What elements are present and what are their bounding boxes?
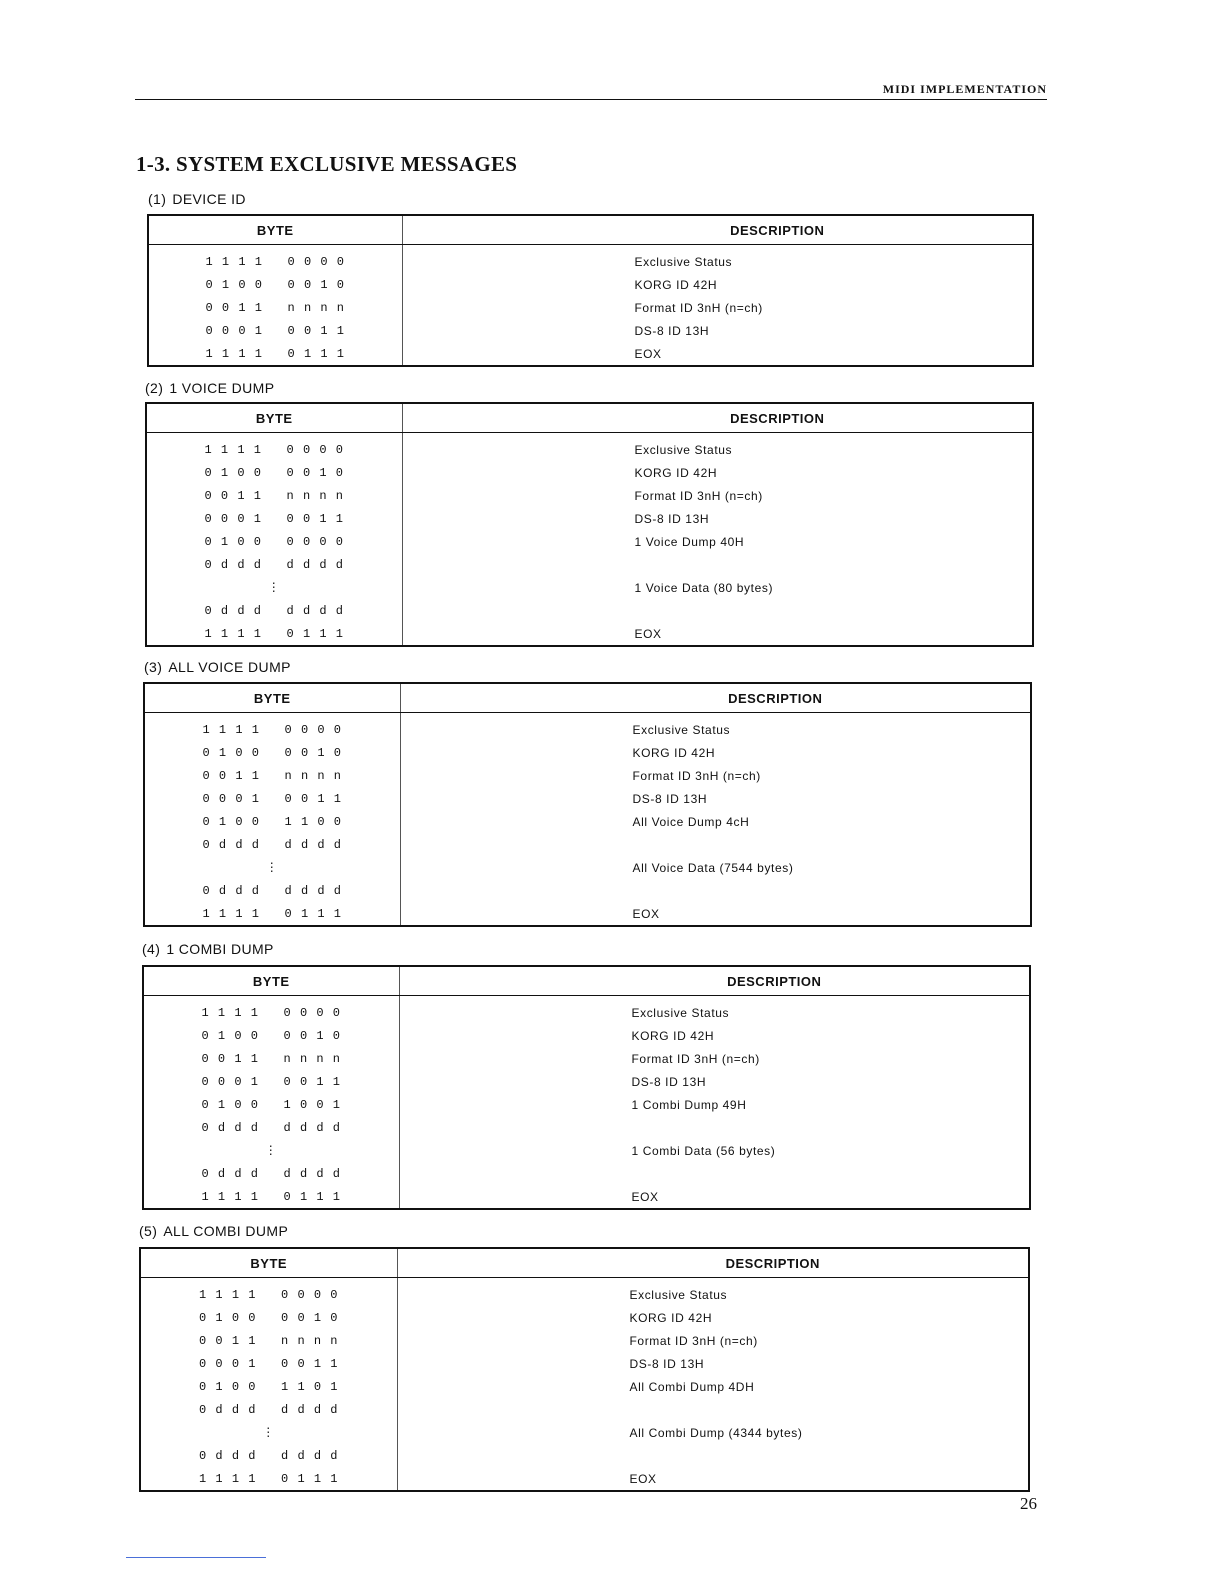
header-rule xyxy=(135,99,1047,100)
byte-cell: 0 d d d d d d d xyxy=(140,1444,397,1467)
description-cell: All Voice Dump 4cH xyxy=(632,814,750,829)
description-cell: Exclusive Status xyxy=(634,442,733,457)
description-column-header: DESCRIPTION xyxy=(399,966,1030,996)
byte-cell: 0 1 0 0 0 0 1 0 xyxy=(140,1306,397,1329)
table-row xyxy=(140,1375,1029,1398)
description-cell xyxy=(399,1162,1030,1185)
table-row xyxy=(146,576,1033,599)
byte-cell: 0 1 0 0 0 0 0 0 xyxy=(146,530,402,553)
table-row xyxy=(146,599,1033,622)
table-row xyxy=(144,713,1031,742)
byte-column-header: BYTE xyxy=(143,966,399,996)
byte-cell: 0 0 1 1 n n n n xyxy=(140,1329,397,1352)
description-cell: Format ID 3nH (n=ch) xyxy=(632,768,761,783)
block-number: (2) xyxy=(145,380,164,396)
description-cell xyxy=(402,553,1033,576)
block-number: (3) xyxy=(144,659,163,675)
description-cell: KORG ID 42H xyxy=(631,1028,715,1043)
byte-cell: 0 1 0 0 1 0 0 1 xyxy=(143,1093,399,1116)
description-cell xyxy=(400,833,1031,856)
description-cell: Exclusive Status xyxy=(634,254,733,269)
block-title xyxy=(144,659,291,675)
table-row xyxy=(144,833,1031,856)
byte-cell: 0 0 1 1 n n n n xyxy=(148,296,402,319)
description-cell: EOX xyxy=(634,626,662,641)
table-row xyxy=(140,1278,1029,1307)
description-cell xyxy=(400,879,1031,902)
description-cell: EOX xyxy=(632,906,660,921)
description-cell: 1 Voice Dump 40H xyxy=(634,534,745,549)
byte-cell: 0 1 0 0 0 0 1 0 xyxy=(144,741,400,764)
byte-cell: 0 1 0 0 0 0 1 0 xyxy=(148,273,402,296)
byte-cell: 0 1 0 0 1 1 0 1 xyxy=(140,1375,397,1398)
table-row xyxy=(143,1185,1030,1209)
block-number: (5) xyxy=(139,1223,158,1239)
description-cell: KORG ID 42H xyxy=(629,1310,713,1325)
byte-column-header: BYTE xyxy=(148,215,402,245)
description-cell: DS-8 ID 13H xyxy=(634,511,710,526)
message-table xyxy=(143,682,1032,927)
table-row xyxy=(140,1329,1029,1352)
table-row xyxy=(146,553,1033,576)
description-cell: EOX xyxy=(634,346,662,361)
table-row xyxy=(144,879,1031,902)
byte-cell: 0 d d d d d d d xyxy=(146,599,402,622)
description-cell: DS-8 ID 13H xyxy=(632,791,708,806)
block-title xyxy=(142,941,274,957)
description-cell: DS-8 ID 13H xyxy=(629,1356,705,1371)
table-row xyxy=(143,1024,1030,1047)
message-table xyxy=(147,214,1034,367)
description-cell: Format ID 3nH (n=ch) xyxy=(634,488,763,503)
message-table xyxy=(145,402,1034,647)
byte-column-header: BYTE xyxy=(146,403,402,433)
description-cell xyxy=(399,1116,1030,1139)
byte-cell: 1 1 1 1 0 1 1 1 xyxy=(144,902,400,926)
table-row xyxy=(143,1070,1030,1093)
table-row xyxy=(140,1467,1029,1491)
table-row xyxy=(144,764,1031,787)
block-heading: DEVICE ID xyxy=(172,191,246,207)
description-cell: Format ID 3nH (n=ch) xyxy=(629,1333,758,1348)
table-row xyxy=(144,856,1031,879)
table-row xyxy=(148,273,1033,296)
table-row xyxy=(148,245,1033,274)
byte-cell: 0 0 1 1 n n n n xyxy=(144,764,400,787)
block-heading: 1 VOICE DUMP xyxy=(169,380,275,396)
description-cell: Exclusive Status xyxy=(629,1287,728,1302)
table-row xyxy=(146,530,1033,553)
byte-cell: 0 1 0 0 1 1 0 0 xyxy=(144,810,400,833)
byte-cell: 0 0 0 1 0 0 1 1 xyxy=(148,319,402,342)
description-column-header: DESCRIPTION xyxy=(400,683,1031,713)
table-row xyxy=(144,810,1031,833)
byte-cell: 0 d d d d d d d xyxy=(143,1162,399,1185)
byte-cell: 1 1 1 1 0 1 1 1 xyxy=(140,1467,397,1491)
byte-cell: 0 0 0 1 0 0 1 1 xyxy=(140,1352,397,1375)
block-title xyxy=(148,191,246,207)
block-heading: 1 COMBI DUMP xyxy=(166,941,274,957)
footer-rule xyxy=(126,1557,266,1558)
byte-cell: 0 0 0 1 0 0 1 1 xyxy=(143,1070,399,1093)
description-column-header: DESCRIPTION xyxy=(402,403,1033,433)
byte-cell: ⋮ xyxy=(144,856,400,879)
description-cell: KORG ID 42H xyxy=(632,745,716,760)
table-row xyxy=(140,1306,1029,1329)
byte-cell: 0 d d d d d d d xyxy=(144,879,400,902)
description-cell: 1 Combi Dump 49H xyxy=(631,1097,747,1112)
table-row xyxy=(143,1116,1030,1139)
byte-cell: ⋮ xyxy=(143,1139,399,1162)
block-title xyxy=(139,1223,288,1239)
description-cell: 1 Combi Data (56 bytes) xyxy=(631,1143,776,1158)
description-cell: KORG ID 42H xyxy=(634,465,718,480)
description-cell: Format ID 3nH (n=ch) xyxy=(631,1051,760,1066)
message-table xyxy=(142,965,1031,1210)
description-cell: DS-8 ID 13H xyxy=(631,1074,707,1089)
message-table xyxy=(139,1247,1030,1492)
description-cell: Format ID 3nH (n=ch) xyxy=(634,300,763,315)
byte-cell: 0 0 0 1 0 0 1 1 xyxy=(144,787,400,810)
description-cell: KORG ID 42H xyxy=(634,277,718,292)
table-row xyxy=(143,1139,1030,1162)
byte-cell: 1 1 1 1 0 0 0 0 xyxy=(148,245,402,274)
description-cell xyxy=(397,1398,1029,1421)
block-number: (1) xyxy=(148,191,167,207)
table-row xyxy=(143,1047,1030,1070)
description-cell xyxy=(397,1444,1029,1467)
table-row xyxy=(144,787,1031,810)
byte-cell: 0 d d d d d d d xyxy=(140,1398,397,1421)
byte-cell: 0 0 1 1 n n n n xyxy=(146,484,402,507)
table-row xyxy=(146,484,1033,507)
block-heading: ALL COMBI DUMP xyxy=(163,1223,289,1239)
byte-column-header: BYTE xyxy=(140,1248,397,1278)
byte-cell: ⋮ xyxy=(146,576,402,599)
table-row xyxy=(146,622,1033,646)
description-cell: All Combi Dump 4DH xyxy=(629,1379,755,1394)
byte-cell: 1 1 1 1 0 1 1 1 xyxy=(148,342,402,366)
byte-cell: 1 1 1 1 0 1 1 1 xyxy=(143,1185,399,1209)
byte-cell: 1 1 1 1 0 0 0 0 xyxy=(144,713,400,742)
byte-cell: 0 d d d d d d d xyxy=(146,553,402,576)
description-cell: EOX xyxy=(631,1189,659,1204)
table-row xyxy=(148,342,1033,366)
description-cell: Exclusive Status xyxy=(632,722,731,737)
byte-cell: 1 1 1 1 0 0 0 0 xyxy=(143,996,399,1025)
byte-cell: 1 1 1 1 0 1 1 1 xyxy=(146,622,402,646)
table-row xyxy=(140,1421,1029,1444)
table-row xyxy=(146,433,1033,462)
byte-cell: 0 0 0 1 0 0 1 1 xyxy=(146,507,402,530)
table-row xyxy=(143,996,1030,1025)
byte-cell: 0 0 1 1 n n n n xyxy=(143,1047,399,1070)
byte-cell: 1 1 1 1 0 0 0 0 xyxy=(140,1278,397,1307)
table-row xyxy=(143,1162,1030,1185)
byte-cell: 0 1 0 0 0 0 1 0 xyxy=(143,1024,399,1047)
byte-cell: 0 1 0 0 0 0 1 0 xyxy=(146,461,402,484)
byte-column-header: BYTE xyxy=(144,683,400,713)
block-heading: ALL VOICE DUMP xyxy=(168,659,291,675)
description-column-header: DESCRIPTION xyxy=(402,215,1033,245)
page-number: 26 xyxy=(1020,1494,1037,1513)
block-title xyxy=(145,380,274,396)
block-number: (4) xyxy=(142,941,161,957)
table-row xyxy=(143,1093,1030,1116)
running-header: MIDI IMPLEMENTATION xyxy=(882,82,1047,96)
byte-cell: 1 1 1 1 0 0 0 0 xyxy=(146,433,402,462)
description-cell: 1 Voice Data (80 bytes) xyxy=(634,580,774,595)
table-row xyxy=(140,1444,1029,1467)
description-column-header: DESCRIPTION xyxy=(397,1248,1029,1278)
description-cell: DS-8 ID 13H xyxy=(634,323,710,338)
section-title: 1-3. SYSTEM EXCLUSIVE MESSAGES xyxy=(136,152,518,176)
description-cell: All Voice Data (7544 bytes) xyxy=(632,860,794,875)
description-cell: Exclusive Status xyxy=(631,1005,730,1020)
table-row xyxy=(146,461,1033,484)
table-row xyxy=(144,741,1031,764)
table-row xyxy=(140,1398,1029,1421)
description-cell: EOX xyxy=(629,1471,657,1486)
byte-cell: 0 d d d d d d d xyxy=(144,833,400,856)
byte-cell: 0 d d d d d d d xyxy=(143,1116,399,1139)
description-cell: All Combi Dump (4344 bytes) xyxy=(629,1425,803,1440)
byte-cell: ⋮ xyxy=(140,1421,397,1444)
table-row xyxy=(140,1352,1029,1375)
description-cell xyxy=(402,599,1033,622)
table-row xyxy=(146,507,1033,530)
table-row xyxy=(148,296,1033,319)
table-row xyxy=(144,902,1031,926)
table-row xyxy=(148,319,1033,342)
